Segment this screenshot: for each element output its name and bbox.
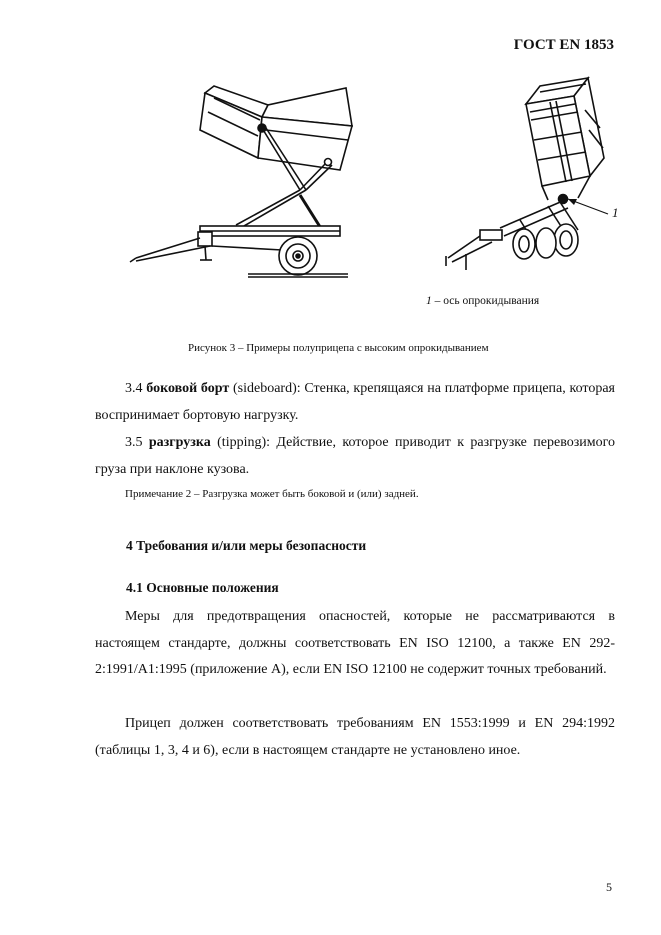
section-3-4-term: боковой борт [146,381,230,396]
section-3-5-text [95,430,615,483]
legend-number: 1 [426,295,432,307]
paragraph-4-1-b-text: Прицеп должен соответствовать требованиям EN 1553:1999 и EN 294:1992 (таблицы 1, 3, 4 и 6), если в настоящем стандарте не установлено иное. [95,716,615,758]
section-3-5 [95,430,615,483]
paragraph-4-1-a [95,604,615,684]
legend-text: – ось опрокидывания [431,295,540,307]
figure-callout-label: 1 [612,205,619,220]
figure-caption: Рисунок 3 – Примеры полуприцепа с высоким опрокидыванием [188,342,489,354]
section-3-4 [95,376,615,429]
figure-legend [426,295,539,307]
note-2: Примечание 2 – Разгрузка может быть боковой и (или) задней. [125,488,419,500]
heading-section-4-1: 4.1 Основные положения [126,580,279,595]
figure-trailers [0,0,661,290]
page-number: 5 [606,880,612,894]
heading-section-4: 4 Требования и/или меры безопасности [126,538,367,553]
left-trailer-drawing [130,86,352,277]
right-trailer-drawing [446,78,608,270]
section-3-5-definition: (tipping): Действие, которое приводит к разгрузке перевозимого груза при наклоне кузова. [95,435,615,477]
section-3-5-number: 3.5 [125,435,149,450]
section-3-4-definition: (sideboard): Стенка, крепящаяся на платформе прицепа, которая воспринимает бортовую нагрузку. [95,381,615,423]
paragraph-4-1-b [95,711,615,764]
section-3-5-term: разгрузка [148,435,211,450]
document-code: ГОСТ EN 1853 [513,37,614,53]
section-3-4-text [95,376,615,429]
paragraph-4-1-a-text: Меры для предотвращения опасностей, которые не рассматриваются в настоящем стандарте, должны соответствовать EN ISO 12100, а также EN 292-2:1991/A1:1995 (приложение А), если EN ISO 12100 не содержит точных требований. [95,609,615,677]
section-3-4-number: 3.4 [125,381,147,396]
